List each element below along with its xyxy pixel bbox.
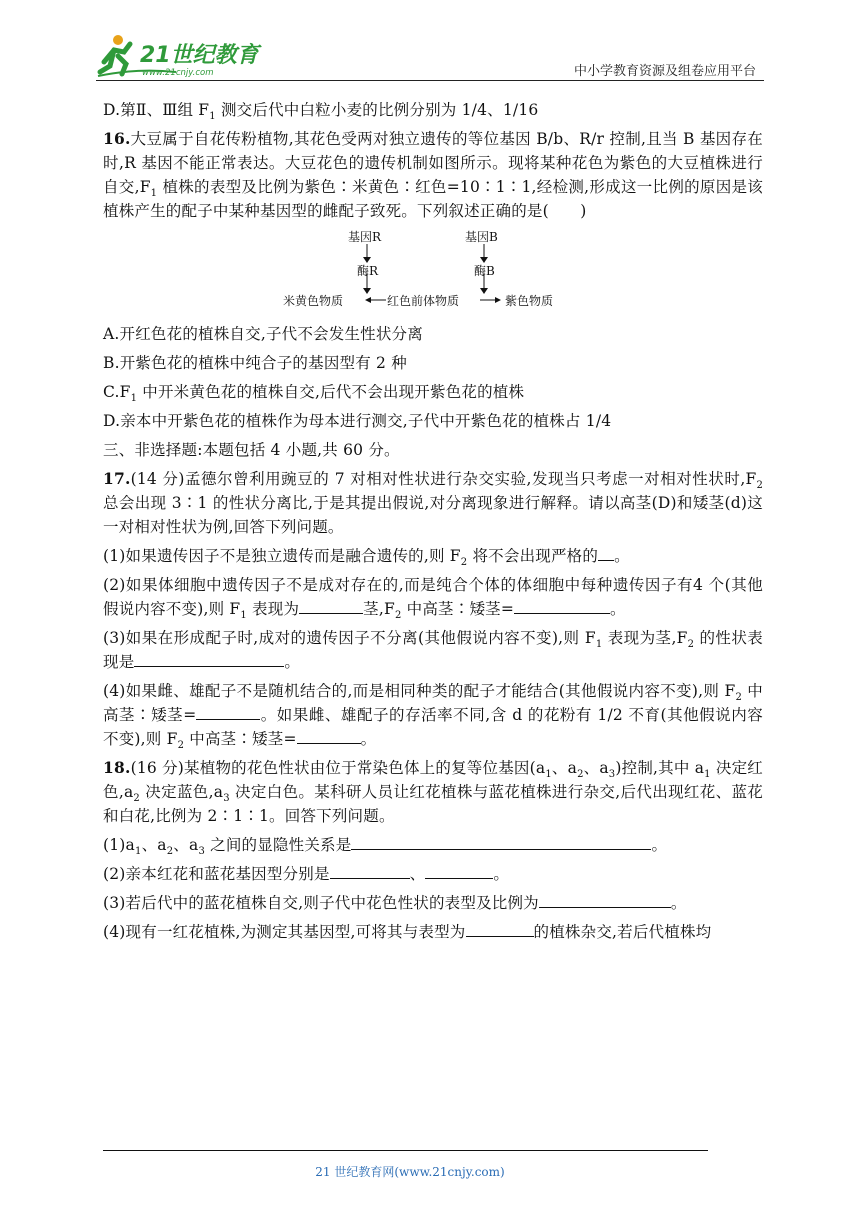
- header-divider: [96, 80, 764, 81]
- runner-logo-icon: [96, 32, 266, 80]
- q18-number: 18.: [103, 758, 131, 777]
- answer-blank[interactable]: [539, 893, 671, 908]
- logo-url: www.21cnjy.com: [142, 68, 214, 78]
- q17-part-3: (3)如果在形成配子时,成对的遗传因子不分离(其他假说内容不变),则 $F_1$ 表现为茎$,F_2$ 的性状表现是 。: [103, 629, 763, 671]
- q17-part-2: (2)如果体细胞中遗传因子不是成对存在的,而是纯合个体的体细胞中每种遗传因子有4 个(其他假说内容不变),则 $F_1$ 表现为 茎$,F_2$ 中高茎∶矮茎= 。: [103, 576, 763, 622]
- gene-r-label: 基因R: [348, 230, 382, 244]
- q16-option-d: D.亲本中开紫色花的植株作为母本进行测交,子代中开紫色花的植株占 1/4: [103, 412, 612, 430]
- q18-part-1: $(1)a_1$、$a_2$、$a_3$ 之间的显隐性关系是 。: [103, 836, 668, 858]
- question-content: [103, 98, 763, 949]
- q16-option-b: B.开紫色花的植株中纯合子的基因型有 2 种: [103, 354, 407, 372]
- q17-part-4: (4)如果雌、雄配子不是随机结合的,而是相同种类的配子才能结合(其他假说内容不变),则 $F_2$ 中高茎∶矮茎= 。如果雌、雄配子的存活率不同,含 d 的花粉有 1/2 不育(其他假说内容不变),则 $F_2$ 中高茎∶矮茎= 。: [103, 682, 764, 752]
- q16-option-a: A.开红色花的植株自交,子代不会发生性状分离: [103, 325, 423, 343]
- red-precursor-label: 红色前体物质: [387, 294, 460, 308]
- q15-option-d: D.第Ⅱ、Ⅲ组 $F_1$ 测交后代中白粒小麦的比例分别为 1/4、1/16: [103, 101, 539, 123]
- q18-part-2: (2)亲本红花和蓝花基因型分别是 、 。: [103, 865, 510, 883]
- answer-blank[interactable]: [514, 599, 610, 614]
- answer-blank[interactable]: [297, 729, 361, 744]
- q16-option-c: $C.F_1$ 中开米黄色花的植株自交,后代不会出现开紫色花的植株: [103, 383, 525, 405]
- gene-b-label: 基因B: [465, 230, 498, 244]
- answer-blank[interactable]: [598, 546, 614, 561]
- section-three-heading: 三、非选择题:本题包括 4 小题,共 60 分。: [103, 441, 400, 459]
- footer-divider: [103, 1150, 708, 1151]
- footer-site-link[interactable]: 21 世纪教育网(www.21cnjy.com): [315, 1165, 505, 1179]
- site-logo: [96, 32, 266, 80]
- q17-part-1: (1)如果遗传因子不是独立遗传而是融合遗传的,则 $F_2$ 将不会出现严格的 。: [103, 547, 630, 569]
- answer-blank[interactable]: [425, 864, 493, 879]
- q16-stem: 16.大豆属于自花传粉植物,其花色受两对独立遗传的等位基因 B/b、R/r 控制,且当 B 基因存在时,R 基因不能正常表达。大豆花色的遗传机制如图所示。现将某种花色为紫色的大豆植株进行自交$,F_1$ 植株的表型及比例为紫色∶米黄色∶红色=10∶1∶1,经检测,形成这一比例的原因是该植株产生的配子中某种基因型的雌配子致死。下列叙述正确的是( ): [103, 129, 763, 220]
- q17-number: 17.: [103, 469, 131, 488]
- q18-part-3: (3)若后代中的蓝花植株自交,则子代中花色性状的表型及比例为 。: [103, 894, 687, 912]
- answer-blank[interactable]: [330, 864, 410, 879]
- beige-substance-label: 米黄色物质: [283, 294, 344, 308]
- logo-text: 21世纪教育: [140, 43, 259, 68]
- answer-blank[interactable]: [299, 599, 363, 614]
- answer-blank[interactable]: [134, 652, 284, 667]
- flower-color-pathway-diagram: [283, 228, 583, 316]
- platform-name: 中小学教育资源及组卷应用平台: [573, 64, 756, 79]
- enzyme-b-label: 酶B: [474, 264, 495, 278]
- q18-stem: 18.(16 分)某植物的花色性状由位于常染色体上的复等位基因($a_1$、$a_2$、$a_3$)控制,其中 $a_1$ 决定红色$,a_2$ 决定蓝色$,a_3$ 决定白色。某科研人员让红花植株与蓝花植株进行杂交,后代出现红花、蓝花和白花,比例为 2∶1∶1。回答下列问题。: [103, 758, 763, 825]
- enzyme-r-label: 酶R: [357, 264, 379, 278]
- q18-part-4: (4)现有一红花植株,为测定其基因型,可将其与表型为 的植株杂交,若后代植株均: [103, 923, 712, 941]
- answer-blank[interactable]: [351, 835, 651, 850]
- q17-stem: 17.(14 分)孟德尔曾利用豌豆的 7 对相对性状进行杂交实验,发现当只考虑一对相对性状时$,F_2$ 总会出现 3∶1 的性状分离比,于是其提出假说,对分离现象进行解释。请以高茎(D)和矮茎(d)这一对相对性状为例,回答下列问题。: [103, 469, 763, 536]
- answer-blank[interactable]: [196, 705, 260, 720]
- answer-blank[interactable]: [466, 922, 534, 937]
- purple-substance-label: 紫色物质: [505, 294, 554, 308]
- q16-number: 16.: [103, 129, 131, 148]
